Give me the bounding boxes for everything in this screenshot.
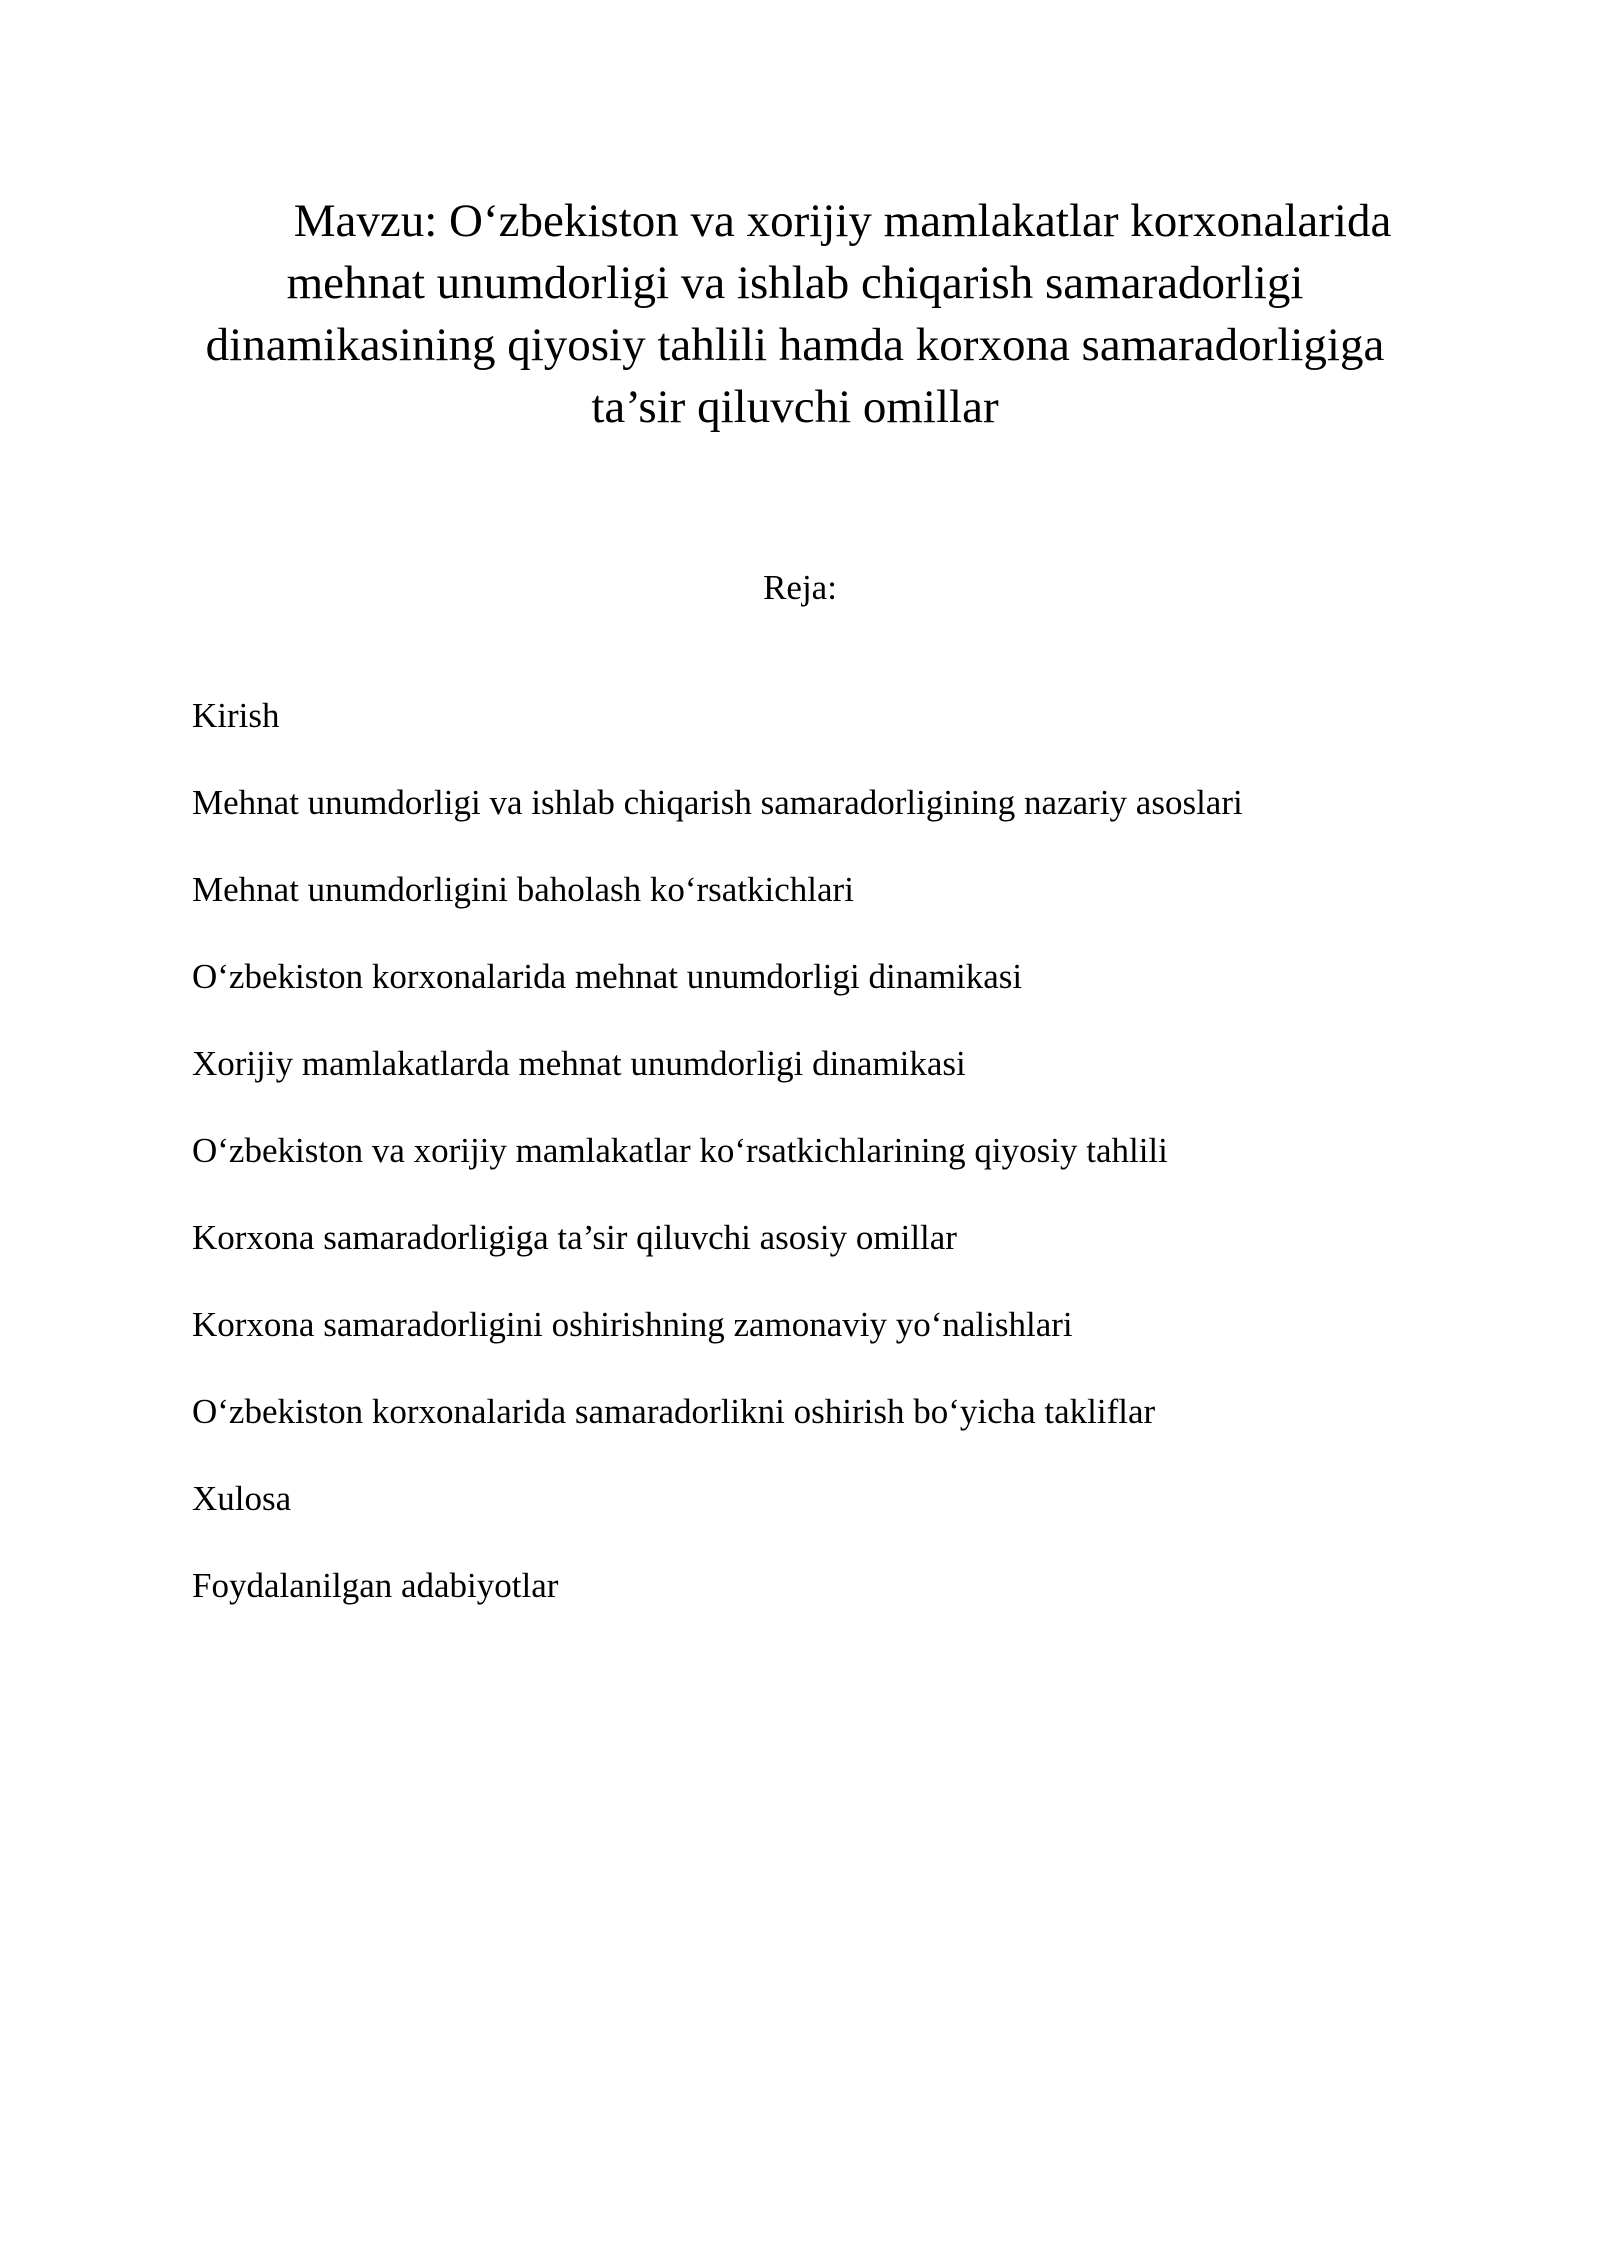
plan-item: Xorijiy mamlakatlarda mehnat unumdorligi dinamikasi xyxy=(192,1044,966,1083)
plan-item: Korxona samaradorligiga ta’sir qiluvchi asosiy omillar xyxy=(192,1218,957,1257)
plan-item: Mehnat unumdorligi va ishlab chiqarish samaradorligining nazariy asoslari xyxy=(192,783,1243,822)
plan-item: O‘zbekiston korxonalarida mehnat unumdorligi dinamikasi xyxy=(192,957,1023,996)
plan-item: O‘zbekiston korxonalarida samaradorlikni oshirish bo‘yicha takliflar xyxy=(192,1392,1156,1431)
plan-list xyxy=(192,692,1243,1649)
plan-item: Xulosa xyxy=(192,1479,292,1518)
plan-item: O‘zbekiston va xorijiy mamlakatlar ko‘rsatkichlarining qiyosiy tahlili xyxy=(192,1131,1168,1170)
document-title xyxy=(110,190,1480,438)
title-line: mehnat unumdorligi va ishlab chiqarish samaradorligi xyxy=(286,257,1304,309)
plan-item: Kirish xyxy=(192,696,280,735)
plan-item: Mehnat unumdorligini baholash ko‘rsatkichlari xyxy=(192,870,854,909)
title-line: ta’sir qiluvchi omillar xyxy=(591,381,999,433)
plan-heading: Reja: xyxy=(763,568,837,607)
title-line: Mavzu: O‘zbekiston va xorijiy mamlakatlar korxonalarida xyxy=(293,195,1392,247)
plan-item: Foydalanilgan adabiyotlar xyxy=(192,1566,559,1605)
plan-item: Korxona samaradorligini oshirishning zamonaviy yo‘nalishlari xyxy=(192,1305,1073,1344)
title-line: dinamikasining qiyosiy tahlili hamda korxona samaradorligiga xyxy=(205,319,1385,371)
